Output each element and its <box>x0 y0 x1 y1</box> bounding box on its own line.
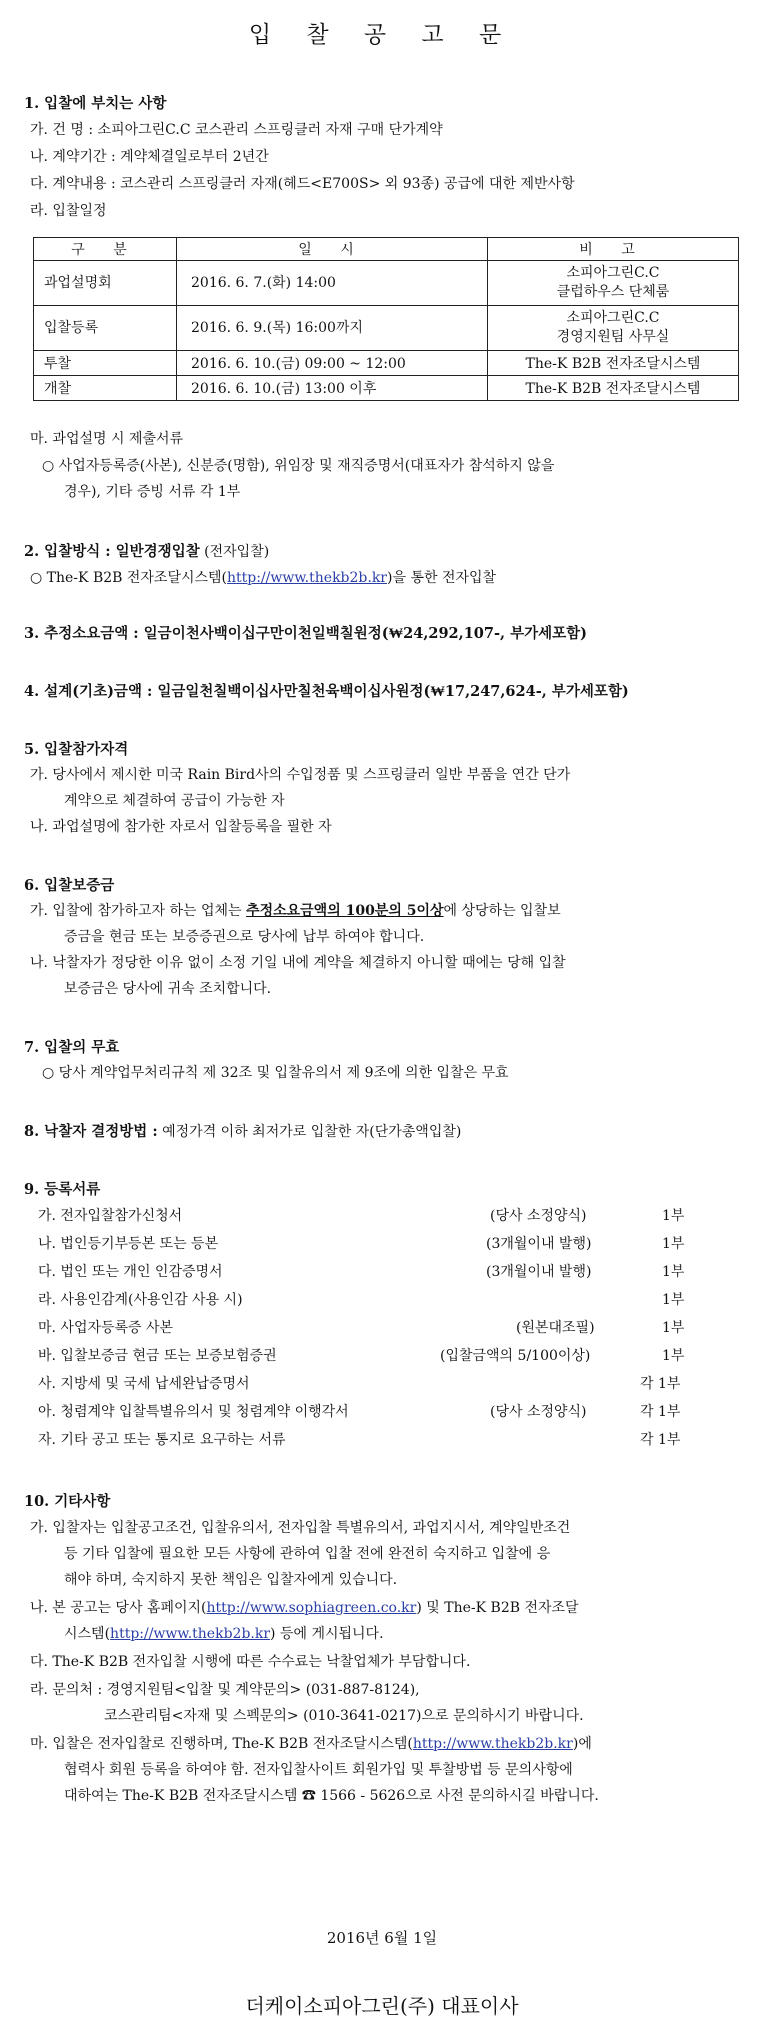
s10-item-da: 다. The-K B2B 전자입찰 시행에 따른 수수료는 낙찰업체가 부담합니다. <box>30 1654 471 1670</box>
schedule-cell-datetime: 2016. 6. 9.(목) 16:00까지 <box>177 306 488 351</box>
schedule-table <box>33 237 739 401</box>
s10-item-ga-2: 등 기타 입찰에 필요한 모든 사항에 관하여 입찰 전에 완전히 숙지하고 입찰에 응 <box>64 1546 551 1562</box>
schedule-header-remarks: 비 고 <box>488 238 739 261</box>
schedule-cell-datetime: 2016. 6. 10.(금) 09:00 ~ 12:00 <box>177 351 488 376</box>
thekb2b-link[interactable]: http://www.thekb2b.kr <box>227 570 388 586</box>
notice-date: 2016년 6월 1일 <box>326 1929 438 1947</box>
doc-qty: 1부 <box>662 1264 685 1280</box>
schedule-cell-type: 투찰 <box>34 351 177 376</box>
s2-heading-text: 2. 입찰방식 : 일반경쟁입찰 <box>24 543 200 560</box>
doc-note: (3개월이내 발행) <box>486 1264 592 1280</box>
s2-line-post: )을 통한 전자입찰 <box>387 570 497 586</box>
s10-item-na-1 <box>30 1597 579 1617</box>
doc-label: 아. 청렴계약 입찰특별유의서 및 청렴계약 이행각서 <box>38 1404 349 1420</box>
schedule-cell-remarks <box>488 261 739 306</box>
s10-item-ma-2: 협력사 회원 등록을 하여야 함. 전자입찰사이트 회원가입 및 투찰방법 등 문의사항에 <box>64 1762 573 1778</box>
s2-heading-suffix: (전자입찰) <box>199 544 270 560</box>
remarks-line: 경영지원팀 사무실 <box>556 329 670 345</box>
s1-ma-line-1: ○ 사업자등록증(사본), 신분증(명함), 위임장 및 재직증명서(대표자가 참석하지 않을 <box>42 458 555 474</box>
s10-na2-post: ) 등에 게시됩니다. <box>270 1626 384 1642</box>
doc-qty: 각 1부 <box>640 1404 681 1420</box>
section-9-heading: 9. 등록서류 <box>24 1181 101 1198</box>
s1-item-na: 나. 계약기간 : 계약체결일로부터 2년간 <box>30 149 269 165</box>
s10-item-ma-1 <box>30 1733 592 1753</box>
doc-label: 라. 사용인감계(사용인감 사용 시) <box>38 1292 243 1308</box>
s2-line <box>30 567 496 587</box>
s10-ma-pre: 마. 입찰은 전자입찰로 진행하며, The-K B2B 전자조달시스템( <box>30 1736 413 1752</box>
doc-label: 자. 기타 공고 또는 통지로 요구하는 서류 <box>38 1432 286 1448</box>
s5-item-na: 나. 과업설명에 참가한 자로서 입찰등록을 필한 자 <box>30 819 332 835</box>
s5-item-ga-2: 계약으로 체결하여 공급이 가능한 자 <box>64 793 285 809</box>
s10-item-ga-3: 해야 하며, 숙지하지 못한 책임은 입찰자에게 있습니다. <box>64 1572 398 1588</box>
s10-item-ga-1: 가. 입찰자는 입찰공고조건, 입찰유의서, 전자입찰 특별유의서, 과업지시서, 계약일반조건 <box>30 1520 571 1536</box>
doc-note: (당사 소정양식) <box>490 1208 587 1224</box>
doc-qty: 1부 <box>662 1208 685 1224</box>
s10-item-ra-1: 라. 문의처 : 경영지원팀<입찰 및 계약문의> (031-887-8124), <box>30 1682 420 1698</box>
doc-qty: 각 1부 <box>640 1376 681 1392</box>
s6-item-ga-2: 증금을 현금 또는 보증증권으로 당사에 납부 하여야 합니다. <box>64 929 425 945</box>
page-title: 입 찰 공 고 문 <box>248 22 516 48</box>
thekb2b-link[interactable]: http://www.thekb2b.kr <box>412 1736 573 1752</box>
schedule-row <box>34 376 739 401</box>
section-5-heading: 5. 입찰참가자격 <box>24 741 129 758</box>
s1-ma-line-2: 경우), 기타 증빙 서류 각 1부 <box>64 484 241 500</box>
s10-ma-post: )에 <box>572 1736 592 1752</box>
s6-ga-post: 에 상당하는 입찰보 <box>443 903 561 919</box>
remarks-line: 클럽하우스 단체룸 <box>556 284 670 300</box>
s10-item-ra-2: 코스관리팀<자재 및 스펙문의> (010-3641-0217)으로 문의하시기 바랍니다. <box>104 1708 584 1724</box>
doc-qty: 1부 <box>662 1292 685 1308</box>
schedule-header-type: 구 분 <box>34 238 177 261</box>
doc-qty: 1부 <box>662 1320 685 1336</box>
s6-item-na-2: 보증금은 당사에 귀속 조치합니다. <box>64 981 272 997</box>
s6-item-na-1: 나. 낙찰자가 정당한 이유 없이 소정 기일 내에 계약을 체결하지 아니할 때에는 당해 입찰 <box>30 955 566 971</box>
schedule-cell-remarks <box>488 306 739 351</box>
doc-qty: 각 1부 <box>640 1432 681 1448</box>
schedule-cell-type: 과업설명회 <box>34 261 177 306</box>
section-8-heading <box>24 1120 461 1141</box>
doc-note: (입찰금액의 5/100이상) <box>440 1348 591 1364</box>
schedule-cell-type: 개찰 <box>34 376 177 401</box>
s6-item-ga-1 <box>30 900 561 920</box>
section-7-heading: 7. 입찰의 무효 <box>24 1039 120 1056</box>
s6-ga-pre: 가. 입찰에 참가하고자 하는 업체는 <box>30 903 247 919</box>
doc-note: (당사 소정양식) <box>490 1404 587 1420</box>
thekb2b-link[interactable]: http://www.thekb2b.kr <box>110 1626 271 1642</box>
doc-label: 가. 전자입찰참가신청서 <box>38 1208 183 1224</box>
section-2-heading <box>24 540 269 561</box>
issuer-signature: 더케이소피아그린(주) 대표이사 <box>245 1994 519 2018</box>
doc-qty: 1부 <box>662 1236 685 1252</box>
s10-item-ma-3: 대하여는 The-K B2B 전자조달시스템 ☎ 1566 - 5626으로 사전 문의하시길 바랍니다. <box>64 1788 599 1804</box>
s1-item-ga: 가. 건 명 : 소피아그린C.C 코스관리 스프링클러 자재 구매 단가계약 <box>30 122 443 138</box>
s10-na2-pre: 시스템( <box>64 1626 111 1642</box>
doc-qty: 1부 <box>662 1348 685 1364</box>
doc-label: 마. 사업자등록증 사본 <box>38 1320 174 1336</box>
schedule-cell-datetime: 2016. 6. 7.(화) 14:00 <box>177 261 488 306</box>
schedule-row <box>34 261 739 306</box>
remarks-line: 소피아그린C.C <box>566 265 660 281</box>
s10-na-post: ) 및 The-K B2B 전자조달 <box>416 1600 579 1616</box>
doc-note: (3개월이내 발행) <box>486 1236 592 1252</box>
schedule-cell-datetime: 2016. 6. 10.(금) 13:00 이후 <box>177 376 488 401</box>
section-4-heading: 4. 설계(기초)금액 : 일금일천칠백이십사만칠천육백이십사원정(₩17,247,624-, 부가세포함) <box>24 683 629 700</box>
s1-item-ra: 라. 입찰일정 <box>30 203 107 219</box>
s2-line-pre: ○ The-K B2B 전자조달시스템( <box>30 570 228 586</box>
schedule-cell-remarks: The-K B2B 전자조달시스템 <box>488 351 739 376</box>
sophiagreen-link[interactable]: http://www.sophiagreen.co.kr <box>206 1600 417 1616</box>
schedule-row <box>34 351 739 376</box>
doc-label: 다. 법인 또는 개인 인감증명서 <box>38 1264 223 1280</box>
doc-label: 바. 입찰보증금 현금 또는 보증보험증권 <box>38 1348 277 1364</box>
s8-heading-text: 8. 낙찰자 결정방법 : <box>24 1123 158 1140</box>
schedule-cell-type: 입찰등록 <box>34 306 177 351</box>
s7-item: ○ 당사 계약업무처리규칙 제 32조 및 입찰유의서 제 9조에 의한 입찰은 무효 <box>42 1065 509 1081</box>
s5-item-ga-1: 가. 당사에서 제시한 미국 Rain Bird사의 수입정품 및 스프링클러 일반 부품을 연간 단가 <box>30 767 571 783</box>
remarks-line: 소피아그린C.C <box>566 310 660 326</box>
s8-heading-suffix: 예정가격 이하 최저가로 입찰한 자(단가총액입찰) <box>157 1124 462 1140</box>
section-6-heading: 6. 입찰보증금 <box>24 877 115 894</box>
schedule-row <box>34 306 739 351</box>
doc-note: (원본대조필) <box>516 1320 595 1336</box>
s1-item-da: 다. 계약내용 : 코스관리 스프링클러 자재(헤드<E700S> 외 93종) 공급에 대한 제반사항 <box>30 176 575 192</box>
s1-item-ma: 마. 과업설명 시 제출서류 <box>30 431 184 447</box>
section-1-heading: 1. 입찰에 부치는 사항 <box>24 95 167 112</box>
schedule-header-row <box>34 238 739 261</box>
doc-label: 나. 법인등기부등본 또는 등본 <box>38 1236 219 1252</box>
s10-item-na-2 <box>64 1623 384 1643</box>
section-10-heading: 10. 기타사항 <box>24 1493 111 1510</box>
s10-na-pre: 나. 본 공고는 당사 홈페이지( <box>30 1600 207 1616</box>
doc-label: 사. 지방세 및 국세 납세완납증명서 <box>38 1376 250 1392</box>
s6-ga-emphasis: 추정소요금액의 100분의 5이상 <box>246 903 444 919</box>
section-3-heading: 3. 추정소요금액 : 일금이천사백이십구만이천일백칠원정(₩24,292,107-, 부가세포함) <box>24 625 587 642</box>
schedule-cell-remarks: The-K B2B 전자조달시스템 <box>488 376 739 401</box>
schedule-header-datetime: 일 시 <box>177 238 488 261</box>
